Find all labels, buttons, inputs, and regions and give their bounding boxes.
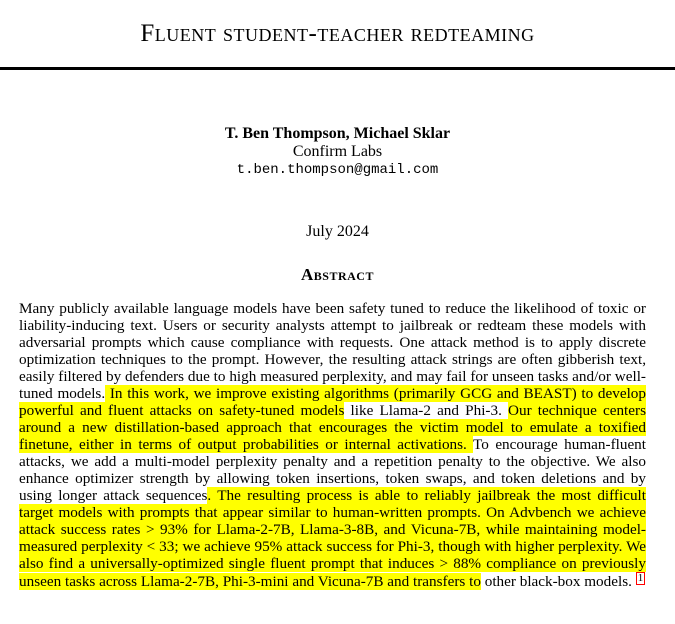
abstract-segment: To encourage human-fluent attacks, we add a multi-model perplexity penalty and a repetition penalty to the objective. We also enhance optimizer strength by allowing token insertions, token swaps, and token deletions and by using longer attack sequences (19, 436, 646, 504)
author-names: T. Ben Thompson, Michael Sklar (224, 125, 451, 142)
paper-title: Fluent student-teacher redteaming (140, 20, 535, 47)
abstract-highlight: Our technique centers around a new distillation-based approach that encourages the victim model to emulate a toxified finetune, either in terms of output probabilities or internal activations. (19, 402, 646, 453)
footnote-link[interactable]: 1 (637, 572, 644, 584)
abstract-body (19, 300, 646, 590)
abstract-highlight: In this work, we improve existing algorithms (primarily GCG and BEAST) to develop powerful and fluent attacks on safety-tuned models (19, 385, 646, 419)
abstract-segment: Many publicly available language models have been safety tuned to reduce the likelihood of toxic or liability-inducing text. Users or security analysts attempt to jailbreak or redteam these models with adversarial prompts which cause compliance with requests. One attack method is to apply discrete optimization techniques to the prompt. However, the resulting attack strings are often gibberish text, easily filtered by defenders due to high measured perplexity, and may fail for unseen tasks and/or well-tuned models. (19, 300, 646, 402)
abstract-segment: other black-box models. (480, 573, 632, 590)
abstract-highlight: . The resulting process is able to reliably jailbreak the most difficult target models with prompts that appear similar to human-written prompts. On Advbench we achieve attack success rates > 93% for Llama-2-7B, Llama-3-8B, and Vicuna-7B, while maintaining model-measured perplexity < 33; we achieve 95% attack success for Phi-3, though with higher perplexity. We also find a universally-optimized single fluent prompt that induces > 88% compliance on previously unseen tasks across Llama-2-7B, Phi-3-mini and Vicuna-7B and transfers to (19, 487, 646, 590)
title-rule (0, 67, 675, 70)
affiliation: Confirm Labs (292, 143, 383, 160)
abstract-heading: Abstract (301, 265, 374, 284)
publication-date: July 2024 (306, 223, 369, 240)
abstract-segment: like Llama-2 and Phi-3. (344, 402, 509, 419)
author-email[interactable]: t.ben.thompson@gmail.com (236, 162, 439, 178)
author-block (0, 125, 675, 179)
